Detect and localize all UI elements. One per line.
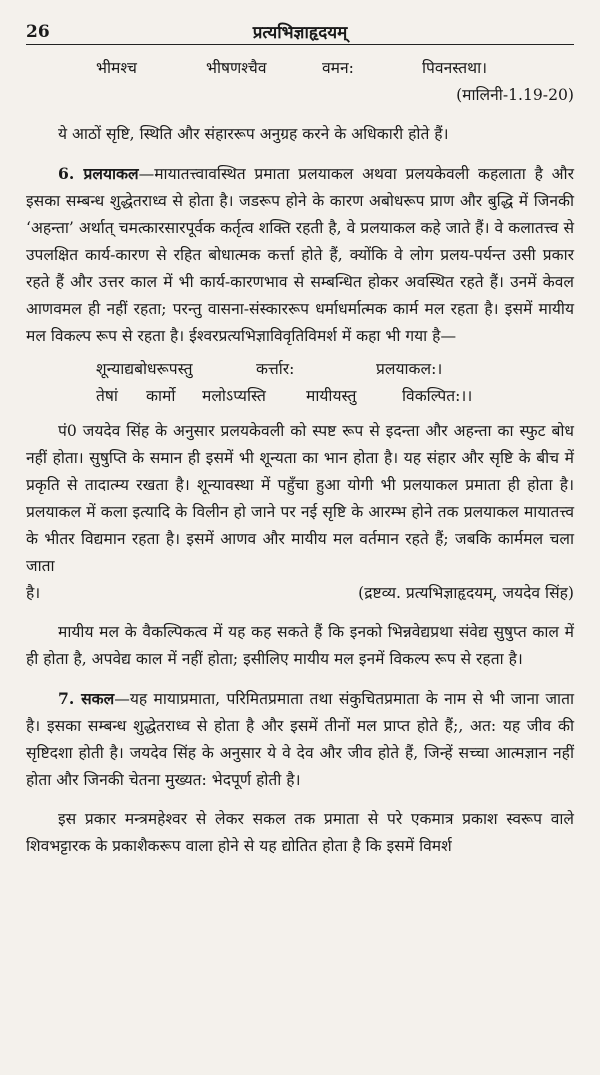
verse-line: भीमश्च भीषणश्चैव वमन: पिवनस्तथा। xyxy=(96,59,488,77)
citation: (द्रष्टव्य. प्रत्यभिज्ञाहृदयम्, जयदेव सिंह) xyxy=(358,584,574,602)
verse-line: शून्याद्यबोधरूपस्तु कर्त्तार: प्रलयाकल:। xyxy=(96,360,443,378)
paragraph-end: है। (द्रष्टव्य. प्रत्यभिज्ञाहृदयम्, जयदेव सिंह) xyxy=(26,580,574,607)
running-title: प्रत्यभिज्ञाहृदयम् xyxy=(252,23,348,43)
paragraph: इस प्रकार मन्त्रमहेश्वर से लेकर सकल तक प्रमाता से परे एकमात्र प्रकाश स्वरूप वाले शिवभट्टारक के प्रकाशैकरूप वाला होने से यह द्योतित होता है कि इसमें विमर्श xyxy=(26,810,574,855)
section-paragraph: 7. सकल—यह मायाप्रमाता, परिमितप्रमाता तथा संकुचितप्रमाता के नाम से भी जाना जाता है। इसका सम्बन्ध शुद्धेतराध्व से होता है और इसमें तीनों मल प्राप्त होते हैं;, अत: यह जीव की सृष्टिदशा होती है। जयदेव सिंह के अनुसार ये वे देव और जीव होते हैं, जिन्हें सच्चा आत्मज्ञान नहीं होता और जिनकी चेतना मुख्यत: भेदपूर्ण होती है। xyxy=(26,689,574,789)
page-header xyxy=(26,0,574,45)
paragraph: ये आठों सृष्टि, स्थिति और संहाररूप अनुग्रह करने के अधिकारी होते हैं। xyxy=(58,125,449,143)
paragraph: पं0 जयदेव सिंह के अनुसार प्रलयकेवली को स्पष्ट रूप से इदन्ता और अहन्ता का स्फुट बोध नहीं होता। सुषुप्ति के समान ही इसमें भी शून्यता का भान होता है। यह संहार और सृष्टि के बीच में प्रकृति से तादात्म्य रखता है। शून्यावस्था में पहुँचा हुआ योगी भी प्रलयाकल प्रमाता ही होता है। प्रलयाकल में कला इत्यादि के विलीन हो जाने पर नई सृष्टि के आरम्भ होने तक प्रलयाकल मायातत्त्व के भीतर विद्यमान रहता है। इसमें आणव और मायीय मल वर्तमान रहते हैं; जबकि कार्ममल चला जाता xyxy=(26,422,574,575)
paragraph: मायीय मल के वैकल्पिकत्व में यह कह सकते हैं कि इनको भिन्नवेद्यप्रथा संवेद्य सुषुप्त काल में ही होता है, अपवेद्य काल में नहीं होता; इसीलिए मायीय मल इनमें विकल्प रूप से रहता है। xyxy=(26,623,574,668)
verse-line: तेषां कार्मो मलोऽप्यस्ति मायीयस्तु विकल्पित:।। xyxy=(96,387,473,405)
section-heading: 6. प्रलयाकल xyxy=(58,164,139,183)
page-number: 26 xyxy=(26,22,50,42)
section-paragraph: 6. प्रलयाकल—मायातत्त्वावस्थित प्रमाता प्रलयाकल अथवा प्रलयकेवली कहलाता है और इसका सम्बन्ध शुद्धेतराध्व से होता है। जडरूप होने के कारण अबोधरूप प्राण और बुद्धि में जिनकी ‘अहन्ता’ अर्थात् चमत्कारसारपूर्वक कर्तृत्व शक्ति रहती है, वे प्रलयाकल कहे जाते हैं। वे कलातत्त्व से उपलक्षित कार्य-कारण से रहित बोधात्मक कर्त्ता होते हैं, क्योंकि वे लोग प्रलय-पर्यन्त उसी प्रकार रहते हैं और उत्तर काल में भी कार्य-कारणभाव से सम्बन्धित होकर अवस्थित रहते हैं। उनमें केवल आणवमल ही नहीं रहता; परन्तु वासना-संस्काररूप धर्माधर्मात्मक कार्म मल रहता है। इसमें मायीय मल विकल्प रूप से रहता है। ईश्वरप्रत्यभिज्ञाविवृतिविमर्श में कहा भी गया है— xyxy=(26,164,574,345)
section-heading: 7. सकल xyxy=(58,689,115,708)
verse-reference: (मालिनी-1.19-20) xyxy=(456,86,574,104)
